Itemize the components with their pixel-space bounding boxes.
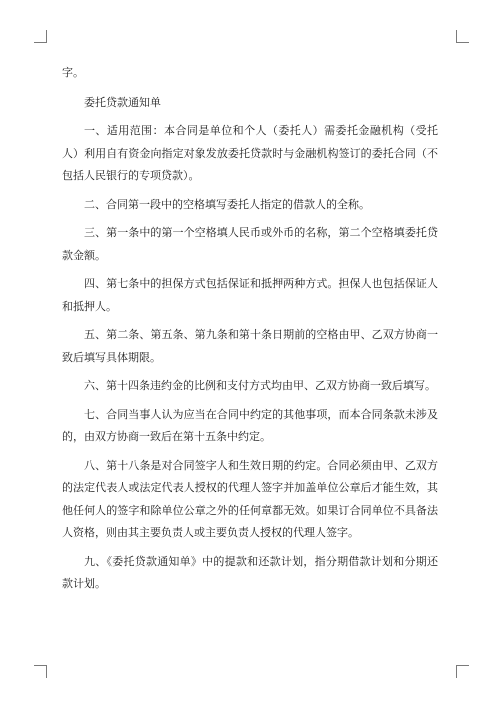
- paragraph-9: 九、《委托贷款通知单》中的提款和还款计划，指分期借款计划和分期还款计划。: [62, 554, 438, 590]
- carryover-text: 字。: [62, 66, 84, 79]
- crop-mark-top-right: [456, 30, 469, 43]
- crop-mark-bottom-left: [34, 665, 47, 678]
- document-body: [62, 62, 438, 602]
- paragraph-7: 七、合同当事人认为应当在合同中约定的其他事项，而本合同条款未涉及的，由双方协商一致后在第十五条中约定。: [62, 407, 438, 443]
- paragraph-4: 四、第七条中的担保方式包括保证和抵押两种方式。担保人也包括保证人和抵押人。: [62, 277, 438, 313]
- paragraph-8: 八、第十八条是对合同签字人和生效日期的约定。合同必须由甲、乙双方的法定代表人或法定代表人授权的代理人签字并加盖单位公章后才能生效，其他任何人的签字和除单位公章之外的任何章都无效。如果订合同单位不具备法人资格，则由其主要负责人或主要负责人授权的代理人签字。: [62, 458, 438, 539]
- paragraph-3: 三、第一条中的第一个空格填人民币或外币的名称，第二个空格填委托贷款金额。: [62, 226, 438, 262]
- paragraph-2: 二、合同第一段中的空格填写委托人指定的借款人的全称。: [84, 197, 370, 211]
- paragraph-5: 五、第二条、第五条、第九条和第十条日期前的空格由甲、乙双方协商一致后填写具体期限。: [62, 328, 438, 364]
- paragraph-6: 六、第十四条违约金的比例和支付方式均由甲、乙双方协商一致后填写。: [84, 379, 436, 392]
- crop-mark-top-left: [34, 30, 47, 43]
- crop-mark-bottom-right: [456, 665, 469, 678]
- paragraph-1: 一、适用范围：本合同是单位和个人（委托人）需委托金融机构（受托人）利用自有资金向指定对象发放委托贷款时与金融机构签订的委托合同（不包括人民银行的专项贷款）。: [62, 124, 438, 182]
- section-heading: 委托贷款通知单: [84, 95, 161, 109]
